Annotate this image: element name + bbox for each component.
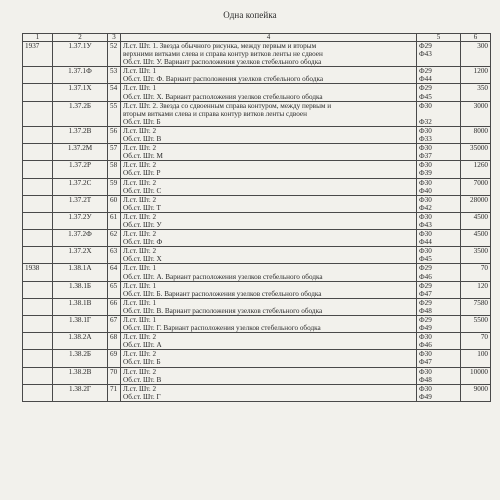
table-row [23,264,491,281]
description-cell-line: верхними витками слева и справа контур витков ленты не сдвоен [123,50,323,59]
table-row [23,101,491,126]
column-header-year: 1 [23,34,53,42]
description-cell [121,101,417,126]
variety-code-cell: 1.37.2Х [53,247,108,264]
price-cell: 9000 [461,384,491,401]
reference-cell-line: Ф45 [419,255,432,264]
reference-cell [417,101,461,126]
description-cell-line: Об.ст. Шт. М [123,152,163,161]
description-cell [121,230,417,247]
variety-code-cell: 1.38.1Б [53,281,108,298]
column-header-references: 5 [417,34,461,42]
row-number-cell: 62 [108,230,121,247]
description-cell-line: Об.ст. Шт. А [123,341,162,350]
year-cell [23,281,53,298]
reference-cell-line: Ф44 [419,238,432,247]
table-row [23,350,491,367]
table-row [23,212,491,229]
description-cell-line: Л.ст. Шт. 1 [123,84,157,93]
price-cell: 7000 [461,178,491,195]
reference-cell [417,212,461,229]
table-row [23,333,491,350]
year-cell: 1938 [23,264,53,281]
variety-code-cell: 1.38.2А [53,333,108,350]
reference-cell [417,230,461,247]
variety-code-cell: 1.38.1В [53,298,108,315]
description-cell-line: Л.ст. Шт. 1 [123,298,157,307]
reference-cell-line: Ф46 [419,272,432,281]
description-cell-line: Л.ст. Шт. 1 [123,264,157,273]
year-cell [23,350,53,367]
description-cell [121,281,417,298]
reference-cell-line: Ф30 [419,212,432,221]
variety-code-cell: 1.38.2Б [53,350,108,367]
price-cell: 10000 [461,367,491,384]
table-row [23,161,491,178]
description-cell-line: Л.ст. Шт. 2 [123,333,157,342]
variety-code-cell: 1.38.2Г [53,384,108,401]
price-cell: 1260 [461,161,491,178]
table-row [23,178,491,195]
reference-cell [417,350,461,367]
description-cell-line: Л.ст. Шт. 1. Звезда обычного рисунка, между первым и вторым [123,42,317,50]
reference-cell [417,42,461,67]
reference-cell-line: Ф29 [419,316,432,324]
description-cell-line: Об.ст. Шт. В. Вариант расположения узелков стебельного ободка [123,306,323,315]
table-row [23,84,491,101]
page-title: Одна копейка [223,10,277,20]
row-number-cell: 64 [108,264,121,281]
reference-cell [417,316,461,333]
description-cell [121,84,417,101]
variety-code-cell: 1.37.2Ф [53,230,108,247]
reference-cell [417,384,461,401]
table-row [23,230,491,247]
description-cell-line: Л.ст. Шт. 2 [123,350,157,359]
reference-cell [417,367,461,384]
row-number-cell: 70 [108,367,121,384]
coin-variety-table [22,33,491,402]
row-number-cell: 56 [108,126,121,143]
reference-cell-line: Ф29 [419,42,432,50]
table-row [23,144,491,161]
table-row [23,126,491,143]
reference-cell-line: Ф30 [419,195,432,204]
year-cell [23,161,53,178]
year-cell [23,367,53,384]
reference-cell-line: Ф30 [419,247,432,256]
description-cell-line: Об.ст. Шт. У [123,220,162,229]
variety-code-cell: 1.37.2Б [53,101,108,126]
price-cell: 1200 [461,67,491,84]
description-cell [121,212,417,229]
description-cell-line: вторым витками слева и справа контур витков ленты сдвоен [123,109,307,118]
variety-code-cell: 1.37.1Х [53,84,108,101]
description-cell-line: Об.ст. Шт. С [123,186,162,195]
row-number-cell: 52 [108,42,121,67]
reference-cell-line: Ф49 [419,324,432,333]
price-cell: 3000 [461,101,491,126]
variety-code-cell: 1.38.2В [53,367,108,384]
description-cell-line: Об.ст. Шт. Ф [123,238,163,247]
year-cell: 1937 [23,42,53,67]
reference-cell [417,195,461,212]
price-cell: 28000 [461,195,491,212]
variety-code-cell: 1.37.2М [53,144,108,161]
description-cell-line: Л.ст. Шт. 1 [123,281,157,290]
price-cell: 35000 [461,144,491,161]
table-row [23,281,491,298]
row-number-cell: 65 [108,281,121,298]
row-number-cell: 67 [108,316,121,333]
description-cell-line: Л.ст. Шт. 2 [123,126,157,135]
description-cell-line: Об.ст. Шт. Б [123,117,161,126]
reference-cell [417,126,461,143]
reference-cell-line: Ф29 [419,281,432,290]
reference-cell-line: Ф45 [419,92,432,101]
reference-cell [417,298,461,315]
row-number-cell: 53 [108,67,121,84]
description-cell-line: Об.ст. Шт. Ф. Вариант расположения узелков стебельного ободка [123,75,324,84]
column-header-price: 6 [461,34,491,42]
reference-cell-line: Ф30 [419,350,432,359]
row-number-cell: 61 [108,212,121,229]
reference-cell-line: Ф30 [419,161,432,170]
reference-cell-line: Ф30 [419,178,432,187]
column-header-number: 3 [108,34,121,42]
description-cell [121,350,417,367]
reference-cell-line: Ф47 [419,289,432,298]
column-header-row [23,34,491,42]
reference-cell-line: Ф29 [419,67,432,76]
price-cell: 4500 [461,230,491,247]
price-cell: 7580 [461,298,491,315]
price-cell: 100 [461,350,491,367]
reference-cell-line: Ф29 [419,298,432,307]
description-cell-line: Л.ст. Шт. 2 [123,178,157,187]
description-cell-line: Об.ст. Шт. А. Вариант расположения узелков стебельного ободка [123,272,323,281]
year-cell [23,316,53,333]
table-row [23,367,491,384]
variety-code-cell: 1.37.2В [53,126,108,143]
description-cell-line: Об.ст. Шт. Р [123,169,161,178]
description-cell [121,316,417,333]
description-cell [121,161,417,178]
description-cell-line: Об.ст. Шт. Г. Вариант расположения узелков стебельного ободка [123,324,321,333]
reference-cell-line: Ф43 [419,50,432,59]
year-cell [23,195,53,212]
year-cell [23,212,53,229]
reference-cell-line: Ф43 [419,220,432,229]
reference-cell [417,84,461,101]
reference-cell [417,333,461,350]
reference-cell-line: Ф30 [419,144,432,153]
description-cell-line: Л.ст. Шт. 2 [123,161,157,170]
reference-cell-line: Ф49 [419,392,432,401]
year-cell [23,84,53,101]
variety-code-cell: 1.37.2С [53,178,108,195]
reference-cell-line: Ф48 [419,375,432,384]
description-cell [121,264,417,281]
reference-cell-line: Ф33 [419,135,432,144]
description-cell-line: Об.ст. Шт. У. Вариант расположения узелков стебельного ободка [123,58,322,67]
reference-cell-line: Ф30 [419,101,432,110]
reference-cell [417,161,461,178]
description-cell [121,247,417,264]
reference-cell-line: Ф29 [419,84,432,93]
variety-code-cell: 1.38.1Г [53,316,108,333]
reference-cell-line: Ф30 [419,230,432,239]
row-number-cell: 60 [108,195,121,212]
reference-cell-line: Ф30 [419,126,432,135]
year-cell [23,298,53,315]
description-cell-line: Л.ст. Шт. 1 [123,67,157,76]
year-cell [23,384,53,401]
row-number-cell: 59 [108,178,121,195]
table-row [23,247,491,264]
reference-cell-line: Ф39 [419,169,432,178]
description-cell [121,298,417,315]
reference-cell-line: Ф46 [419,341,432,350]
description-cell-line: Л.ст. Шт. 1 [123,316,157,324]
row-number-cell: 69 [108,350,121,367]
price-cell: 8000 [461,126,491,143]
description-cell [121,67,417,84]
reference-cell-line: Ф32 [419,117,432,126]
description-cell-line: Л.ст. Шт. 2. Звезда со сдвоенным справа контуром, между первым и [123,101,332,110]
reference-cell [417,247,461,264]
column-header-description: 4 [121,34,417,42]
reference-cell-line: Ф30 [419,367,432,376]
description-cell-line: Л.ст. Шт. 2 [123,212,157,221]
reference-cell [417,281,461,298]
description-cell-line: Об.ст. Шт. Х [123,255,162,264]
row-number-cell: 71 [108,384,121,401]
variety-code-cell: 1.37.1У [53,42,108,67]
description-cell [121,333,417,350]
reference-cell [417,67,461,84]
variety-code-cell: 1.37.2Т [53,195,108,212]
year-cell [23,101,53,126]
description-cell [121,42,417,67]
reference-cell-line: Ф40 [419,186,432,195]
description-cell-line: Об.ст. Шт. Б. Вариант расположения узелков стебельного ободка [123,289,322,298]
description-cell-line: Об.ст. Шт. Т [123,203,161,212]
table-row [23,316,491,333]
variety-code-cell: 1.37.2Р [53,161,108,178]
row-number-cell: 55 [108,101,121,126]
price-cell: 350 [461,84,491,101]
row-number-cell: 58 [108,161,121,178]
reference-cell-line: Ф29 [419,264,432,273]
description-cell-line: Об.ст. Шт. Г [123,392,161,401]
description-cell-line: Об.ст. Шт. Х. Вариант расположения узелков стебельного ободка [123,92,323,101]
price-cell: 4500 [461,212,491,229]
price-cell: 70 [461,264,491,281]
reference-cell-line [419,110,458,118]
reference-cell-line: Ф30 [419,333,432,342]
reference-cell-line: Ф48 [419,306,432,315]
description-cell-line: Об.ст. Шт. Б [123,358,161,367]
price-cell: 3500 [461,247,491,264]
reference-cell-line: Ф47 [419,358,432,367]
description-cell [121,367,417,384]
year-cell [23,230,53,247]
year-cell [23,67,53,84]
variety-code-cell: 1.37.1Ф [53,67,108,84]
table-row [23,67,491,84]
table-body [23,42,491,402]
description-cell [121,195,417,212]
year-cell [23,247,53,264]
description-cell [121,126,417,143]
description-cell-line: Л.ст. Шт. 2 [123,230,157,239]
description-cell [121,178,417,195]
year-cell [23,178,53,195]
variety-code-cell: 1.38.1А [53,264,108,281]
table-row [23,42,491,67]
description-cell-line: Л.ст. Шт. 2 [123,247,157,256]
price-cell: 5500 [461,316,491,333]
price-cell: 300 [461,42,491,67]
row-number-cell: 54 [108,84,121,101]
table-row [23,384,491,401]
variety-code-cell: 1.37.2У [53,212,108,229]
row-number-cell: 63 [108,247,121,264]
reference-cell-line: Ф44 [419,75,432,84]
description-cell [121,144,417,161]
reference-cell [417,144,461,161]
description-cell-line: Л.ст. Шт. 2 [123,367,157,376]
description-cell-line: Об.ст. Шт. В [123,375,162,384]
row-number-cell: 57 [108,144,121,161]
table-row [23,195,491,212]
reference-cell [417,264,461,281]
description-cell-line: Л.ст. Шт. 2 [123,384,157,393]
row-number-cell: 66 [108,298,121,315]
description-cell-line: Об.ст. Шт. В [123,135,162,144]
price-cell: 120 [461,281,491,298]
reference-cell [417,178,461,195]
row-number-cell: 68 [108,333,121,350]
description-cell [121,384,417,401]
column-header-code: 2 [53,34,108,42]
table-row [23,298,491,315]
price-cell: 70 [461,333,491,350]
description-cell-line: Л.ст. Шт. 2 [123,144,157,153]
reference-cell-line: Ф37 [419,152,432,161]
reference-cell-line: Ф30 [419,384,432,393]
year-cell [23,126,53,143]
year-cell [23,144,53,161]
year-cell [23,333,53,350]
description-cell-line: Л.ст. Шт. 2 [123,195,157,204]
reference-cell-line: Ф42 [419,203,432,212]
